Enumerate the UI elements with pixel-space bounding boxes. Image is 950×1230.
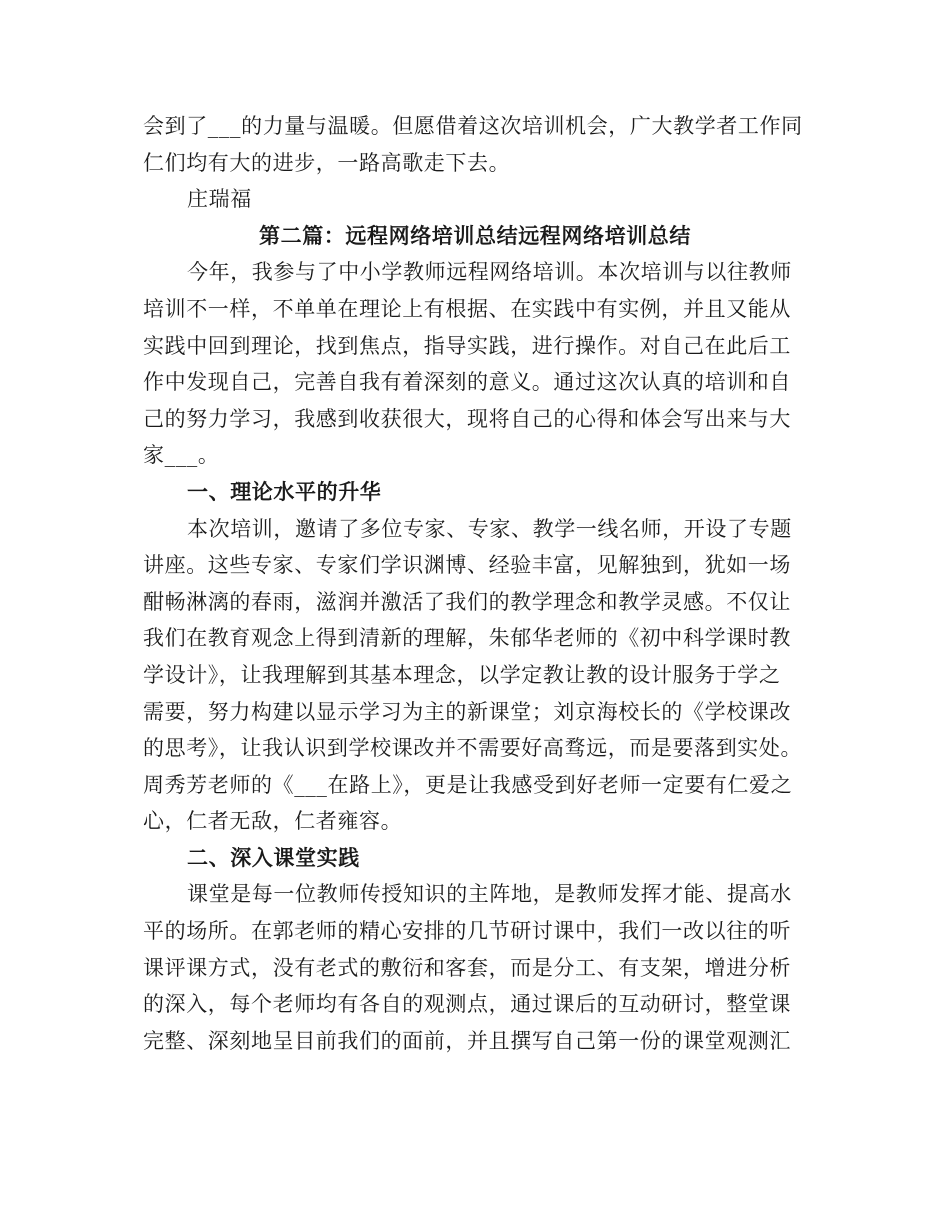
body-line: 培训不一样，不单单在理论上有根据、在实践中有实例，并且又能从 [143, 296, 791, 321]
subheading: 二、深入课堂实践 [187, 844, 360, 870]
body-line: 需要，努力构建以显示学习为主的新课堂；刘京海校长的《学校课改 [143, 699, 791, 724]
document-page [143, 108, 807, 1059]
subheading: 一、理论水平的升华 [187, 478, 382, 504]
author-signature: 庄瑞福 [187, 187, 252, 212]
body-line: 仁们均有大的进步，一路高歌走下去。 [143, 150, 511, 175]
body-line: 心，仁者无敌，仁者雍容。 [143, 809, 403, 834]
body-line: 实践中回到理论，找到焦点，指导实践，进行操作。对自己在此后工 [143, 333, 791, 358]
body-line: 己的努力学习，我感到收获很大，现将自己的心得和体会写出来与大 [143, 406, 791, 431]
body-line: 本次培训，邀请了多位专家、专家、教学一线名师，开设了专题 [187, 516, 792, 541]
body-line: 课评课方式，没有老式的敷衍和客套，而是分工、有支架，增进分析 [143, 955, 791, 980]
body-line: 家___。 [143, 443, 220, 468]
body-line: 的思考》，让我认识到学校课改并不需要好高骛远，而是要落到实处。 [143, 736, 803, 761]
body-line: 会到了___的力量与温暖。但愿借着这次培训机会，广大教学者工作同 [143, 114, 803, 138]
body-line: 今年，我参与了中小学教师远程网络培训。本次培训与以往教师 [187, 260, 792, 285]
section-title: 第二篇：远程网络培训总结远程网络培训总结 [259, 222, 691, 248]
body-line: 平的场所。在郭老师的精心安排的几节研讨课中，我们一改以往的听 [143, 919, 791, 944]
body-line: 课堂是每一位教师传授知识的主阵地，是教师发挥才能、提高水 [187, 882, 792, 907]
body-line: 完整、深刻地呈目前我们的面前，并且撰写自己第一份的课堂观测汇 [143, 1028, 791, 1053]
body-line: 酣畅淋漓的春雨，滋润并激活了我们的教学理念和教学灵感。不仅让 [143, 589, 791, 614]
body-line: 学设计》，让我理解到其基本理念，以学定教让教的设计服务于学之 [143, 662, 781, 687]
body-line: 作中发现自己，完善自我有着深刻的意义。通过这次认真的培训和自 [143, 370, 791, 395]
body-line: 我们在教育观念上得到清新的理解，朱郁华老师的《初中科学课时教 [143, 626, 791, 651]
body-line: 讲座。这些专家、专家们学识渊博、经验丰富，见解独到，犹如一场 [143, 553, 791, 578]
body-line: 的深入，每个老师均有各自的观测点，通过课后的互动研讨，整堂课 [143, 992, 791, 1017]
body-line: 周秀芳老师的《___在路上》，更是让我感受到好老师一定要有仁爱之 [143, 772, 793, 797]
